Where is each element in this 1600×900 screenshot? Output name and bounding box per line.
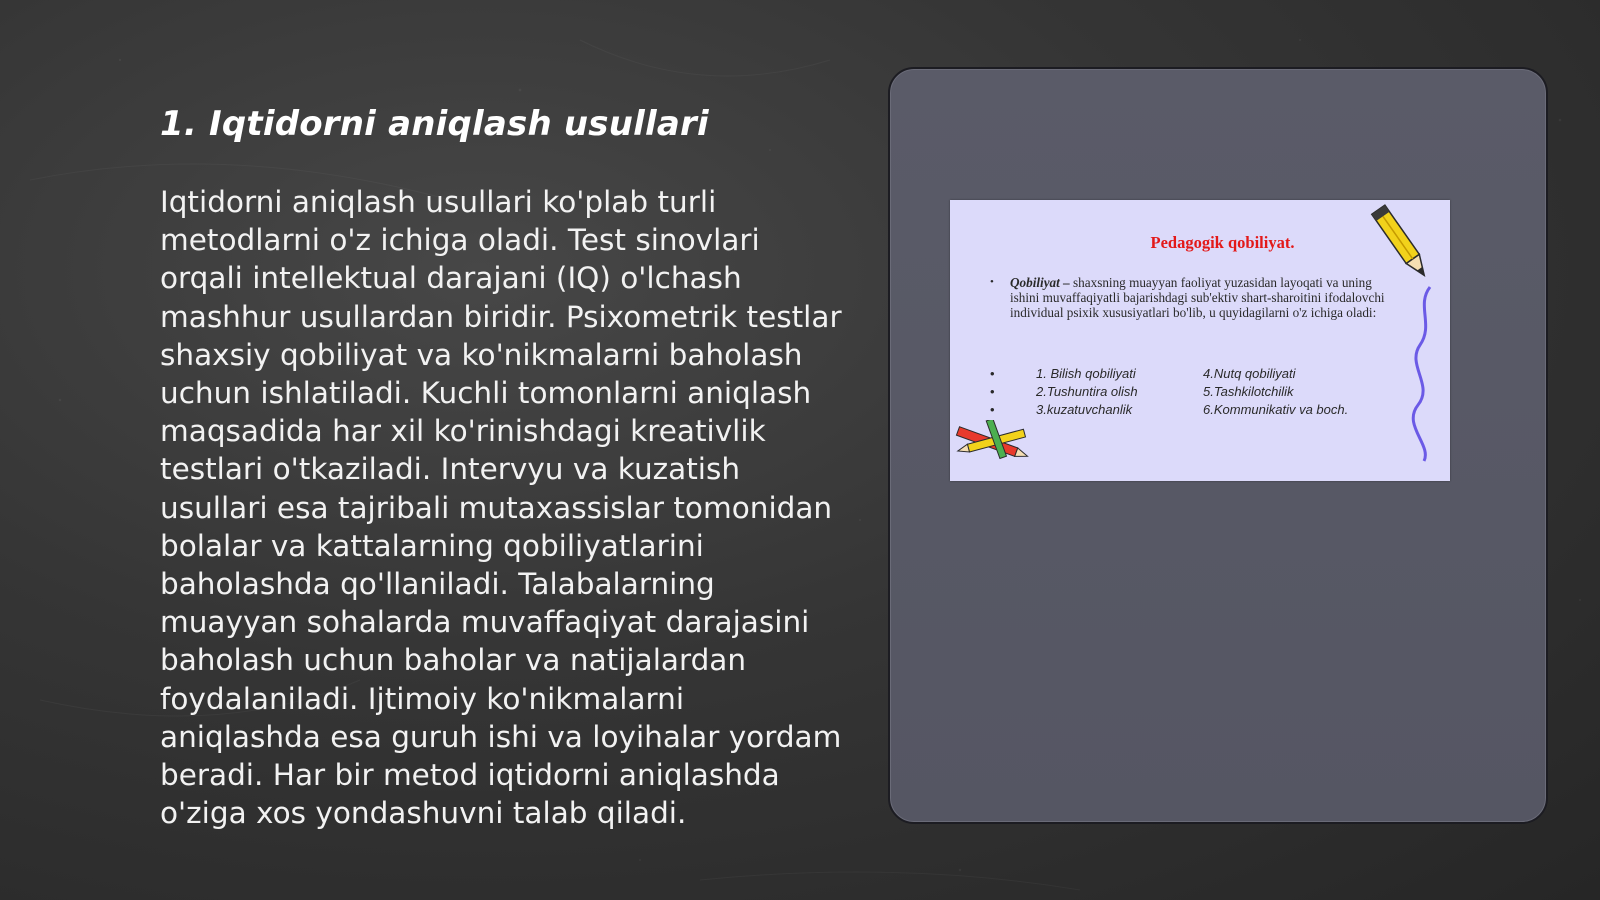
body-paragraph: Iqtidorni aniqlash usullari ko'plab turli metodlarni o'z ichiga oladi. Test sinovlari orqali intellektual darajani (IQ) o'lchash mashhur usullardan biridir. Psixometrik testlar shaxsiy qobiliyat va ko'nikmalarni baholash uchun ishlatiladi. Kuchli tomonlarni aniqlash maqsadida har xil ko'rinishdagi kreativlik testlari o'tkaziladi. Intervyu va kuzatish usullari esa tajribali mutaxassislar tomonidan bolalar va kattalarning qobiliyatlarini baholashda qo'llaniladi. Talabalarning muayyan sohalarda muvaffaqiyat darajasini baholash uchun baholar va natijalardan foydalaniladi. Ijtimoiy ko'nikmalarni aniqlashda esa guruh ishi va loyihalar yordam beradi. Har bir metod iqtidorni aniqlashda o'ziga xos yondashuvni talab qiladi. xyxy=(160,185,842,831)
list-item: 6.Kommunikativ va boch. xyxy=(1203,402,1349,417)
bullet-icon: • xyxy=(990,366,995,381)
squiggle-line xyxy=(1408,285,1438,465)
list-item: 4.Nutq qobiliyati xyxy=(1203,366,1296,381)
slide-image xyxy=(950,200,1450,481)
section-heading: 1. Iqtidorni aniqlash usullari xyxy=(160,104,709,144)
list-item: 3.kuzatuvchanlik xyxy=(1036,402,1133,417)
slide-definition xyxy=(990,275,1395,320)
definition-text: shaxsning muayyan faoliyat yuzasidan layoqati va uning ishini muvaffaqiyatli bajarishdagi sub'ektiv shart-sharoitini ifodalovchi individual psixik xususiyatlari bo'lib, u quyidagilarni o'z ichiga oladi: xyxy=(1010,275,1385,320)
bullet-icon: • xyxy=(990,402,995,417)
definition-term: Qobiliyat – xyxy=(1010,275,1070,290)
list-item: 5.Tashkilotchilik xyxy=(1203,384,1294,399)
list-item: 2.Tushuntira olish xyxy=(1036,384,1138,399)
bullet-icon: • xyxy=(990,384,995,399)
list-item: 1. Bilish qobiliyati xyxy=(1036,366,1136,381)
pencil-icon xyxy=(1368,200,1438,290)
crossed-pencils-icon xyxy=(950,420,1050,480)
slide-title: Pedagogik qobiliyat. xyxy=(1150,233,1295,252)
bullet-icon: • xyxy=(990,276,994,288)
